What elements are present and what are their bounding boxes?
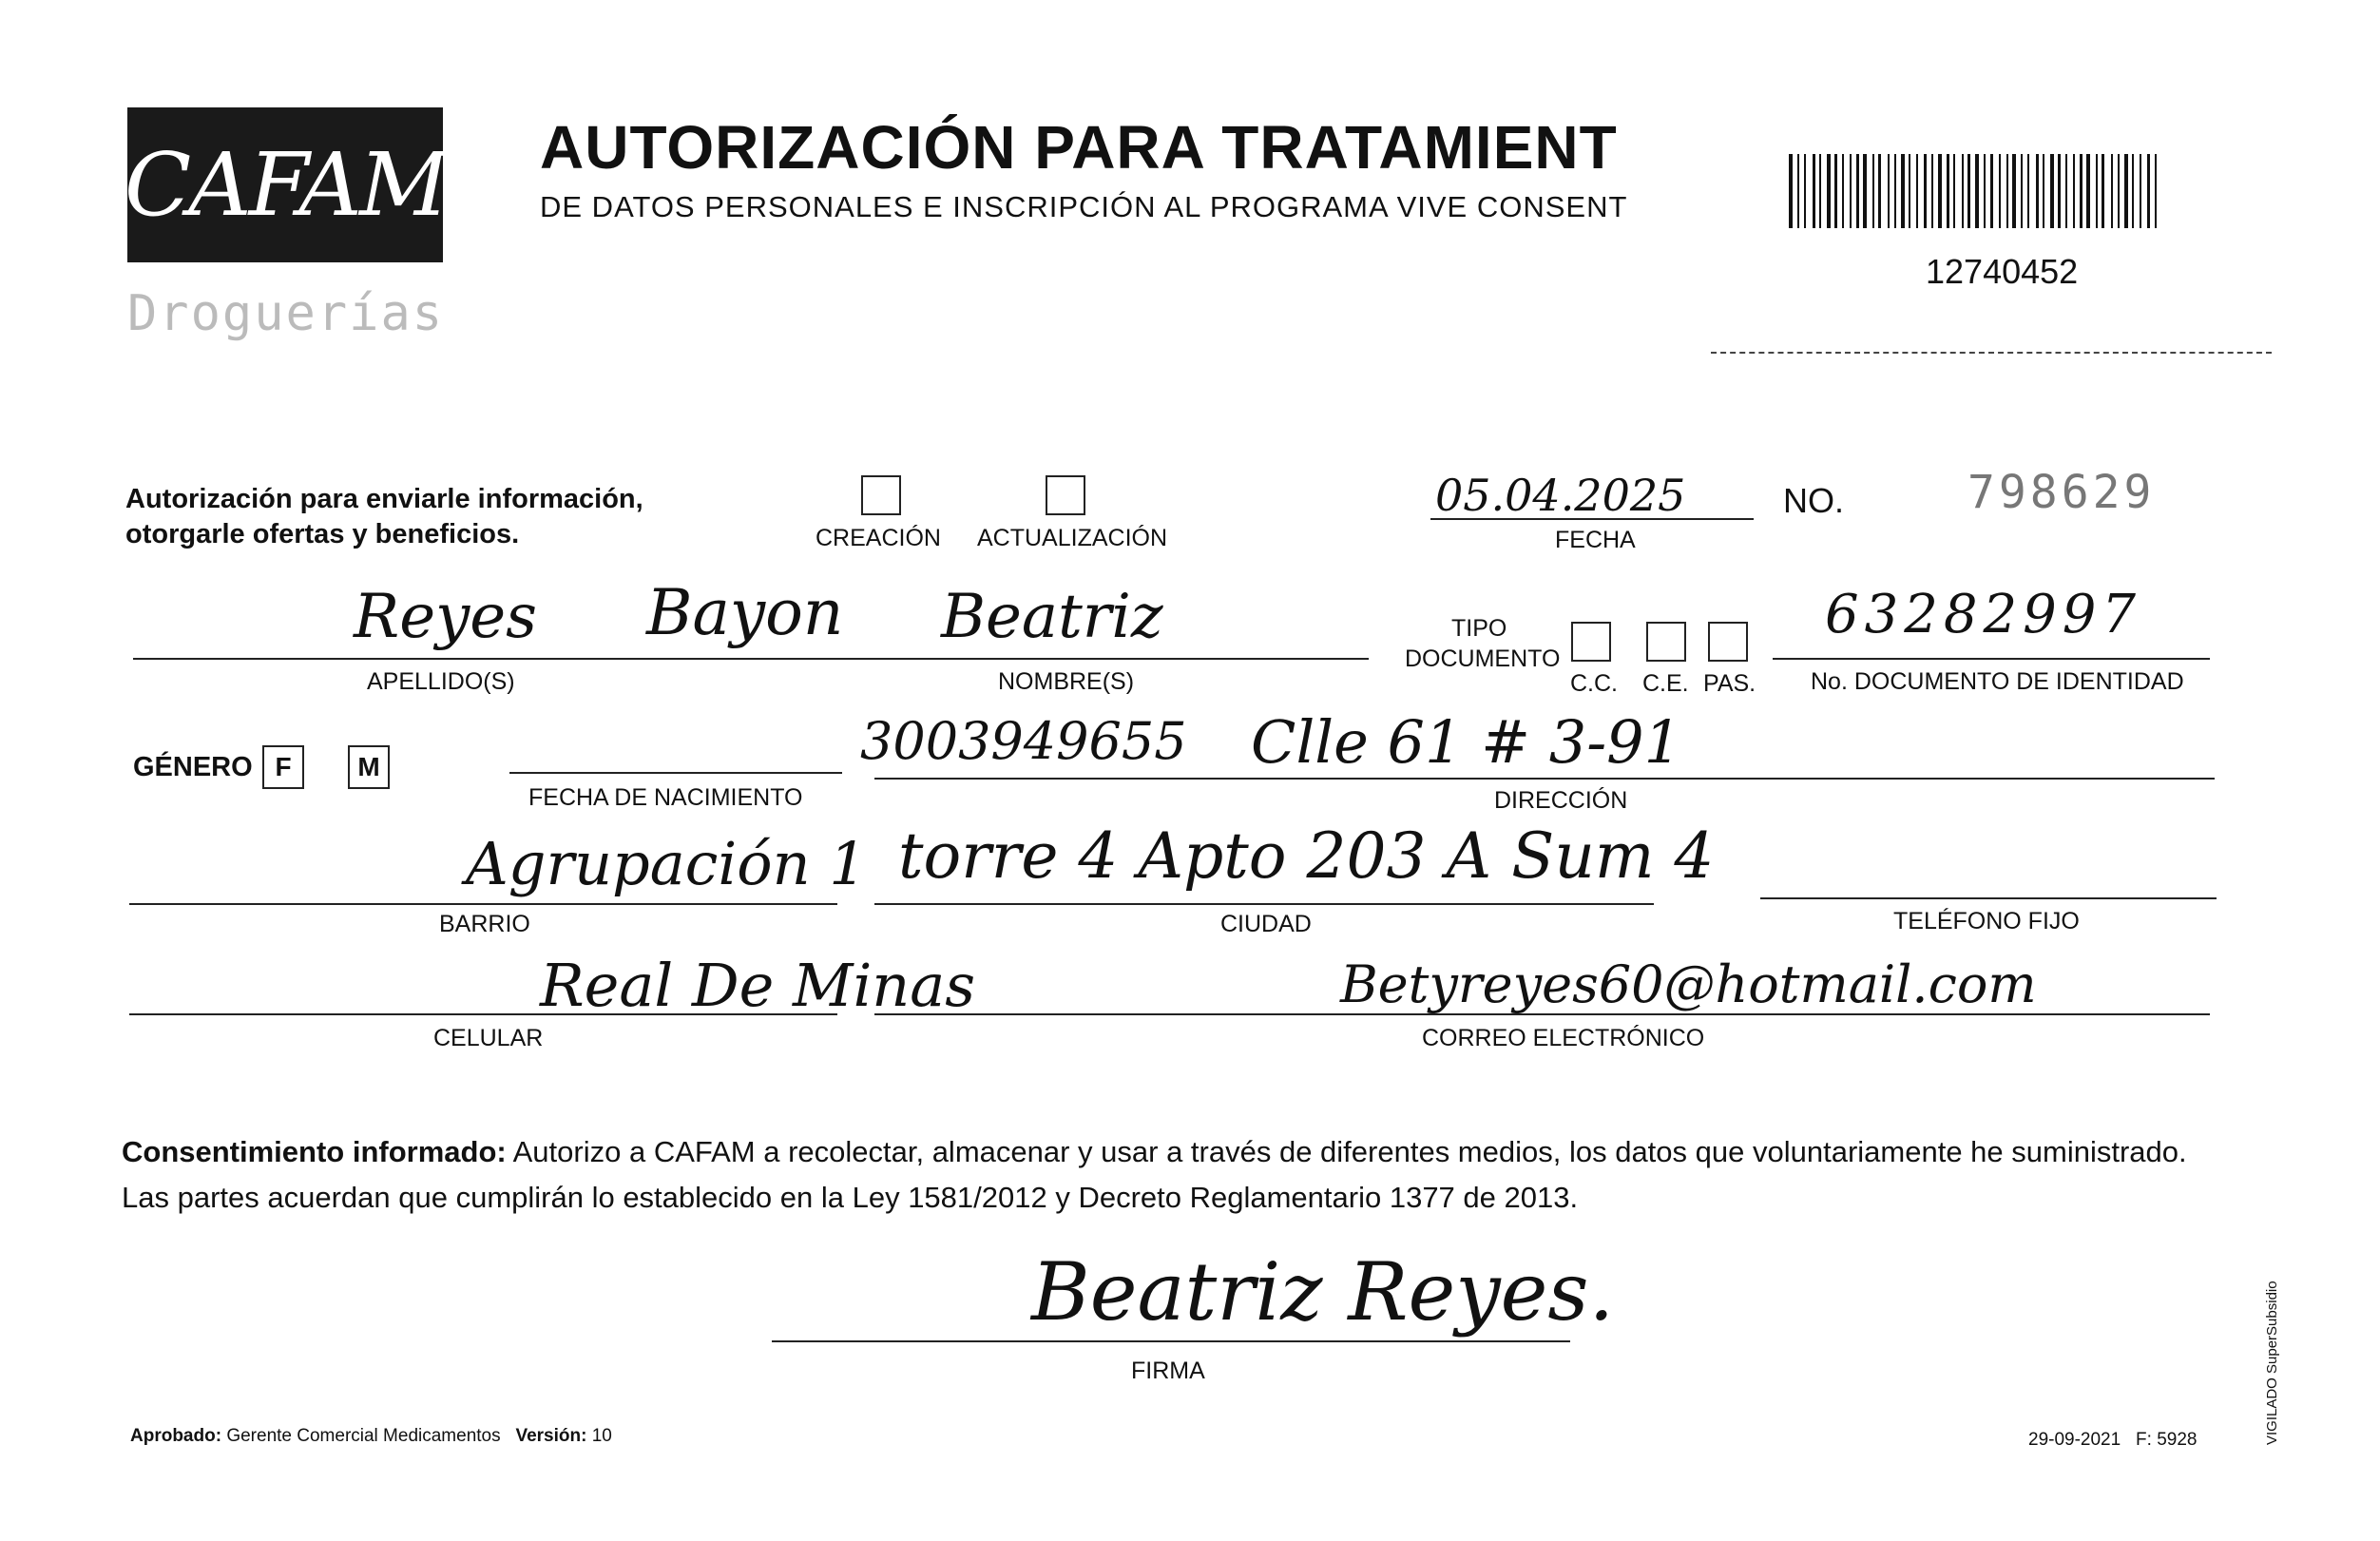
barcode-bar	[2073, 154, 2075, 228]
barcode-bar	[1850, 154, 1852, 228]
creacion-checkbox[interactable]	[861, 475, 901, 515]
aprobado-value: Gerente Comercial Medicamentos	[226, 1426, 501, 1446]
barcode-bar	[2065, 154, 2067, 228]
dashed-separator	[1711, 352, 2272, 354]
barcode-icon	[1789, 154, 2165, 228]
genero-label: GÉNERO	[133, 752, 253, 782]
barcode-bar	[2050, 154, 2054, 228]
cc-checkbox[interactable]	[1571, 622, 1611, 662]
barcode-bar	[1924, 154, 1927, 228]
celular-value-2: Real De Minas	[540, 951, 976, 1020]
signature-value: Beatriz Reyes.	[1031, 1245, 1615, 1339]
cc-label: C.C.	[1570, 670, 1618, 697]
creacion-label: CREACIÓN	[816, 525, 941, 551]
barcode-bar	[1931, 154, 1933, 228]
consent-paragraph	[122, 1129, 2232, 1221]
barcode-bar	[2140, 154, 2141, 228]
barcode-bar	[2036, 154, 2039, 228]
actualizacion-checkbox[interactable]	[1046, 475, 1085, 515]
direccion-label: DIRECCIÓN	[1494, 787, 1628, 814]
consent-text-1: Autorizo a CAFAM a recolectar, almacenar y usar a través de diferentes medios, los datos que voluntariamente he suministrado.	[512, 1135, 2187, 1168]
barcode-bar	[1894, 154, 1896, 228]
barcode-bar	[2043, 154, 2044, 228]
barcode-bar	[1819, 154, 1821, 228]
ciudad-label: CIUDAD	[1220, 911, 1312, 937]
barrio-value: Agrupación 1	[466, 829, 867, 898]
barcode-bar	[1947, 154, 1949, 228]
nombre-value: Beatriz	[941, 582, 1163, 652]
pas-label: PAS.	[1703, 670, 1756, 697]
fecha-label: FECHA	[1555, 527, 1636, 553]
barcode-bar	[2111, 154, 2113, 228]
barcode-bar	[2006, 154, 2008, 228]
barcode-bar	[1863, 154, 1867, 228]
barcode-bar	[1797, 154, 1799, 228]
version-value: 10	[591, 1426, 612, 1446]
barcode-bar	[2096, 154, 2098, 228]
footer-date: 29-09-2021	[2028, 1430, 2121, 1450]
consent-line-1	[122, 1129, 2232, 1175]
barcode-bar	[1975, 154, 1979, 228]
barcode-bar	[1872, 154, 1874, 228]
document-subtitle: DE DATOS PERSONALES E INSCRIPCIÓN AL PROGRAMA VIVE CONSENT	[540, 190, 1628, 223]
tipo-label-2: DOCUMENTO	[1405, 645, 1561, 672]
barcode-bar	[2027, 154, 2029, 228]
barcode-bar	[1999, 154, 2001, 228]
direccion-value: Clle 61 # 3-91	[1251, 707, 1682, 777]
barcode-bar	[1962, 154, 1964, 228]
signature-underline	[772, 1340, 1570, 1342]
authorization-intro-line2: otorgarle ofertas y beneficios.	[125, 519, 520, 549]
cafam-logo: CAFAM	[124, 134, 447, 236]
droguerias-logo-text: Droguerías	[127, 285, 445, 342]
barcode-bar	[2080, 154, 2082, 228]
apellido-label: APELLIDO(S)	[367, 668, 515, 695]
authorization-intro-line1: Autorización para enviarle información,	[125, 484, 643, 514]
barcode-bar	[2021, 154, 2023, 228]
barcode-bar	[1990, 154, 1993, 228]
ce-checkbox[interactable]	[1646, 622, 1686, 662]
barcode-bar	[2132, 154, 2134, 228]
version-label: Versión:	[515, 1426, 587, 1446]
footer-f-code: F: 5928	[2136, 1430, 2198, 1450]
signature-label: FIRMA	[1131, 1358, 1205, 1384]
genero-f-checkbox[interactable]	[262, 745, 304, 789]
barcode-bar	[2012, 154, 2016, 228]
barcode-bar	[2155, 154, 2157, 228]
nombre-label: NOMBRE(S)	[998, 668, 1135, 695]
barcode-bar	[1901, 154, 1905, 228]
fecha-value: 05.04.2025	[1435, 470, 1686, 521]
barcode-bar	[1953, 154, 1955, 228]
telefono-underline	[1760, 897, 2217, 899]
documento-value: 63282997	[1825, 584, 2142, 645]
barcode-bar	[1916, 154, 1918, 228]
barcode-bar	[1967, 154, 1970, 228]
barcode-bar	[2086, 154, 2090, 228]
direccion-underline	[874, 778, 2215, 780]
barcode-bar	[1842, 154, 1844, 228]
barrio-label: BARRIO	[439, 911, 530, 937]
consent-text-2: Las partes acuerdan que cumplirán lo establecido en la Ley 1581/2012 y Decreto Reglamentario 1377 de 2013.	[122, 1181, 1579, 1214]
barcode-bar	[1813, 154, 1815, 228]
vigilado-side-text: VIGILADO SuperSubsidio	[2264, 1281, 2280, 1445]
no-label: NO.	[1783, 481, 1845, 520]
celular-value: 3003949655	[860, 711, 1187, 771]
barcode-bar	[1789, 154, 1793, 228]
barcode-bar	[1856, 154, 1859, 228]
genero-f-label: F	[275, 752, 292, 781]
document-title: AUTORIZACIÓN PARA TRATAMIENT	[540, 113, 1618, 182]
apellido-value-2: Bayon	[646, 576, 844, 649]
telefono-label: TELÉFONO FIJO	[1893, 908, 2080, 934]
barcode-bar	[2102, 154, 2104, 228]
celular-label: CELULAR	[433, 1025, 544, 1051]
barcode-bar	[1834, 154, 1837, 228]
form-number: 798629	[1967, 466, 2156, 519]
barcode-number: 12740452	[1926, 252, 2079, 291]
barcode-bar	[2118, 154, 2120, 228]
documento-label: No. DOCUMENTO DE IDENTIDAD	[1811, 668, 2184, 695]
pas-checkbox[interactable]	[1708, 622, 1748, 662]
barcode-bar	[1984, 154, 1986, 228]
correo-label: CORREO ELECTRÓNICO	[1422, 1025, 1705, 1051]
barcode-bar	[1878, 154, 1881, 228]
barcode-bar	[1938, 154, 1942, 228]
fecha-nacimiento-label: FECHA DE NACIMIENTO	[528, 784, 803, 811]
aprobado-label: Aprobado:	[130, 1426, 222, 1446]
footer-left	[130, 1426, 612, 1447]
apellido-value-1: Reyes	[354, 582, 537, 652]
barrio-underline	[129, 903, 837, 905]
barcode-bar	[2058, 154, 2061, 228]
barcode-bar	[2147, 154, 2150, 228]
genero-m-label: M	[357, 752, 380, 781]
fecha-underline	[1430, 518, 1754, 520]
barcode-bar	[1888, 154, 1890, 228]
correo-value: Betyreyes60@hotmail.com	[1340, 954, 2037, 1014]
name-underline	[133, 658, 1369, 660]
documento-underline	[1773, 658, 2210, 660]
ce-label: C.E.	[1642, 670, 1689, 697]
footer-right	[2028, 1430, 2197, 1451]
consent-heading: Consentimiento informado:	[122, 1135, 507, 1168]
barcode-bar	[1827, 154, 1831, 228]
ciudad-value: torre 4 Apto 203 A Sum 4	[898, 819, 1715, 893]
tipo-label-1: TIPO	[1451, 615, 1507, 642]
genero-m-checkbox[interactable]	[348, 745, 390, 789]
barcode-bar	[2124, 154, 2128, 228]
barcode-bar	[1909, 154, 1910, 228]
ciudad-underline	[874, 903, 1654, 905]
actualizacion-label: ACTUALIZACIÓN	[977, 525, 1168, 551]
barcode-bar	[1804, 154, 1806, 228]
fecha-nacimiento-underline	[509, 772, 842, 774]
